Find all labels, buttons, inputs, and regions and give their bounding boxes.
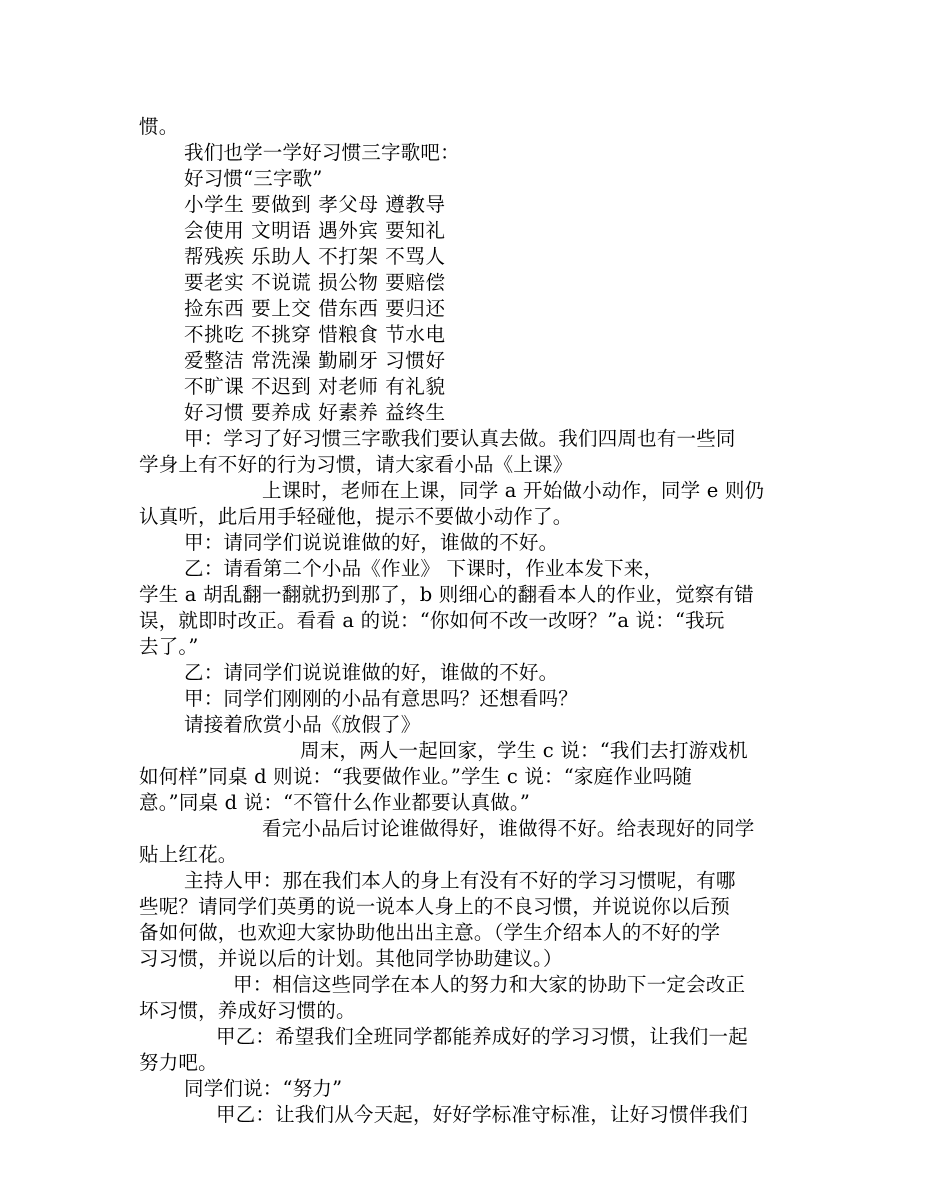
text-line: 些呢？请同学们英勇的说一说本人身上的不良习惯，并说说你以后预 bbox=[139, 895, 731, 918]
text-line: 习习惯，并说以后的计划。其他同学协助建议。） bbox=[139, 947, 563, 970]
text-line: 意。”同桌 d 说：“不管什么作业都要认真做。” bbox=[139, 791, 531, 814]
song-line: 帮残疾 乐助人 不打架 不骂人 bbox=[184, 245, 446, 268]
text-line: 主持人甲：那在我们本人的身上有没有不好的学习习惯呢，有哪 bbox=[184, 869, 736, 892]
song-line: 不挑吃 不挑穿 惜粮食 节水电 bbox=[184, 323, 446, 346]
text-line: 备如何做，也欢迎大家协助他出出主意。（学生介绍本人的不好的学 bbox=[139, 921, 721, 944]
song-line: 捡东西 要上交 借东西 要归还 bbox=[184, 297, 446, 320]
text-line: 好习惯“三字歌” bbox=[184, 167, 323, 190]
text-line: 周末，两人一起回家，学生 c 说：“我们去打游戏机 bbox=[300, 739, 748, 762]
text-line: 甲：同学们刚刚的小品有意思吗？还想看吗？ bbox=[184, 687, 579, 710]
text-line: 如何样”同桌 d 则说：“我要做作业。”学生 c 说：“家庭作业吗随 bbox=[139, 765, 693, 788]
text-line: 学生 a 胡乱翻一翻就扔到那了，b 则细心的翻看本人的作业，觉察有错 bbox=[139, 583, 755, 606]
text-line: 看完小品后讨论谁做得好，谁做得不好。给表现好的同学 bbox=[262, 817, 755, 840]
text-line: 贴上红花。 bbox=[139, 843, 238, 866]
text-line: 我们也学一学好习惯三字歌吧： bbox=[184, 141, 460, 164]
text-line: 同学们说：“努力” bbox=[184, 1077, 343, 1100]
song-line: 不旷课 不迟到 对老师 有礼貌 bbox=[184, 375, 446, 398]
text-line: 误，就即时改正。看看 a 的说：“你如何不改一改呀？”a 说：“我玩 bbox=[139, 609, 725, 632]
text-line: 甲：相信这些同学在本人的努力和大家的协助下一定会改正 bbox=[233, 973, 746, 996]
text-line: 坏习惯，养成好习惯的。 bbox=[139, 999, 356, 1022]
text-line: 惯。 bbox=[139, 115, 179, 138]
text-line: 乙：请同学们说说谁做的好，谁做的不好。 bbox=[184, 661, 559, 684]
song-line: 小学生 要做到 孝父母 遵教导 bbox=[184, 193, 446, 216]
song-line: 好习惯 要养成 好素养 益终生 bbox=[184, 401, 446, 424]
text-line: 甲乙：让我们从今天起，好好学标准守标准，让好习惯伴我们 bbox=[216, 1103, 748, 1126]
text-line: 认真听，此后用手轻碰他，提示不要做小动作了。 bbox=[139, 505, 573, 528]
song-line: 会使用 文明语 遇外宾 要知礼 bbox=[184, 219, 446, 242]
song-line: 爱整洁 常洗澡 勤刷牙 习惯好 bbox=[184, 349, 446, 372]
text-line: 甲：学习了好习惯三字歌我们要认真去做。我们四周也有一些同 bbox=[184, 427, 736, 450]
text-line: 乙：请看第二个小品《作业》 下课时，作业本发下来， bbox=[184, 557, 664, 580]
text-line: 努力吧。 bbox=[139, 1051, 218, 1074]
text-line: 学身上有不好的行为习惯，请大家看小品《上课》 bbox=[139, 453, 573, 476]
song-line: 要老实 不说谎 损公物 要赔偿 bbox=[184, 271, 446, 294]
text-line: 请接着欣赏小品《放假了》 bbox=[184, 713, 421, 736]
text-line: 上课时，老师在上课，同学 a 开始做小动作，同学 e 则仍 bbox=[262, 479, 765, 502]
text-line: 去了。” bbox=[139, 635, 199, 658]
text-line: 甲：请同学们说说谁做的好，谁做的不好。 bbox=[184, 531, 559, 554]
text-line: 甲乙：希望我们全班同学都能养成好的学习习惯，让我们一起 bbox=[216, 1025, 748, 1048]
